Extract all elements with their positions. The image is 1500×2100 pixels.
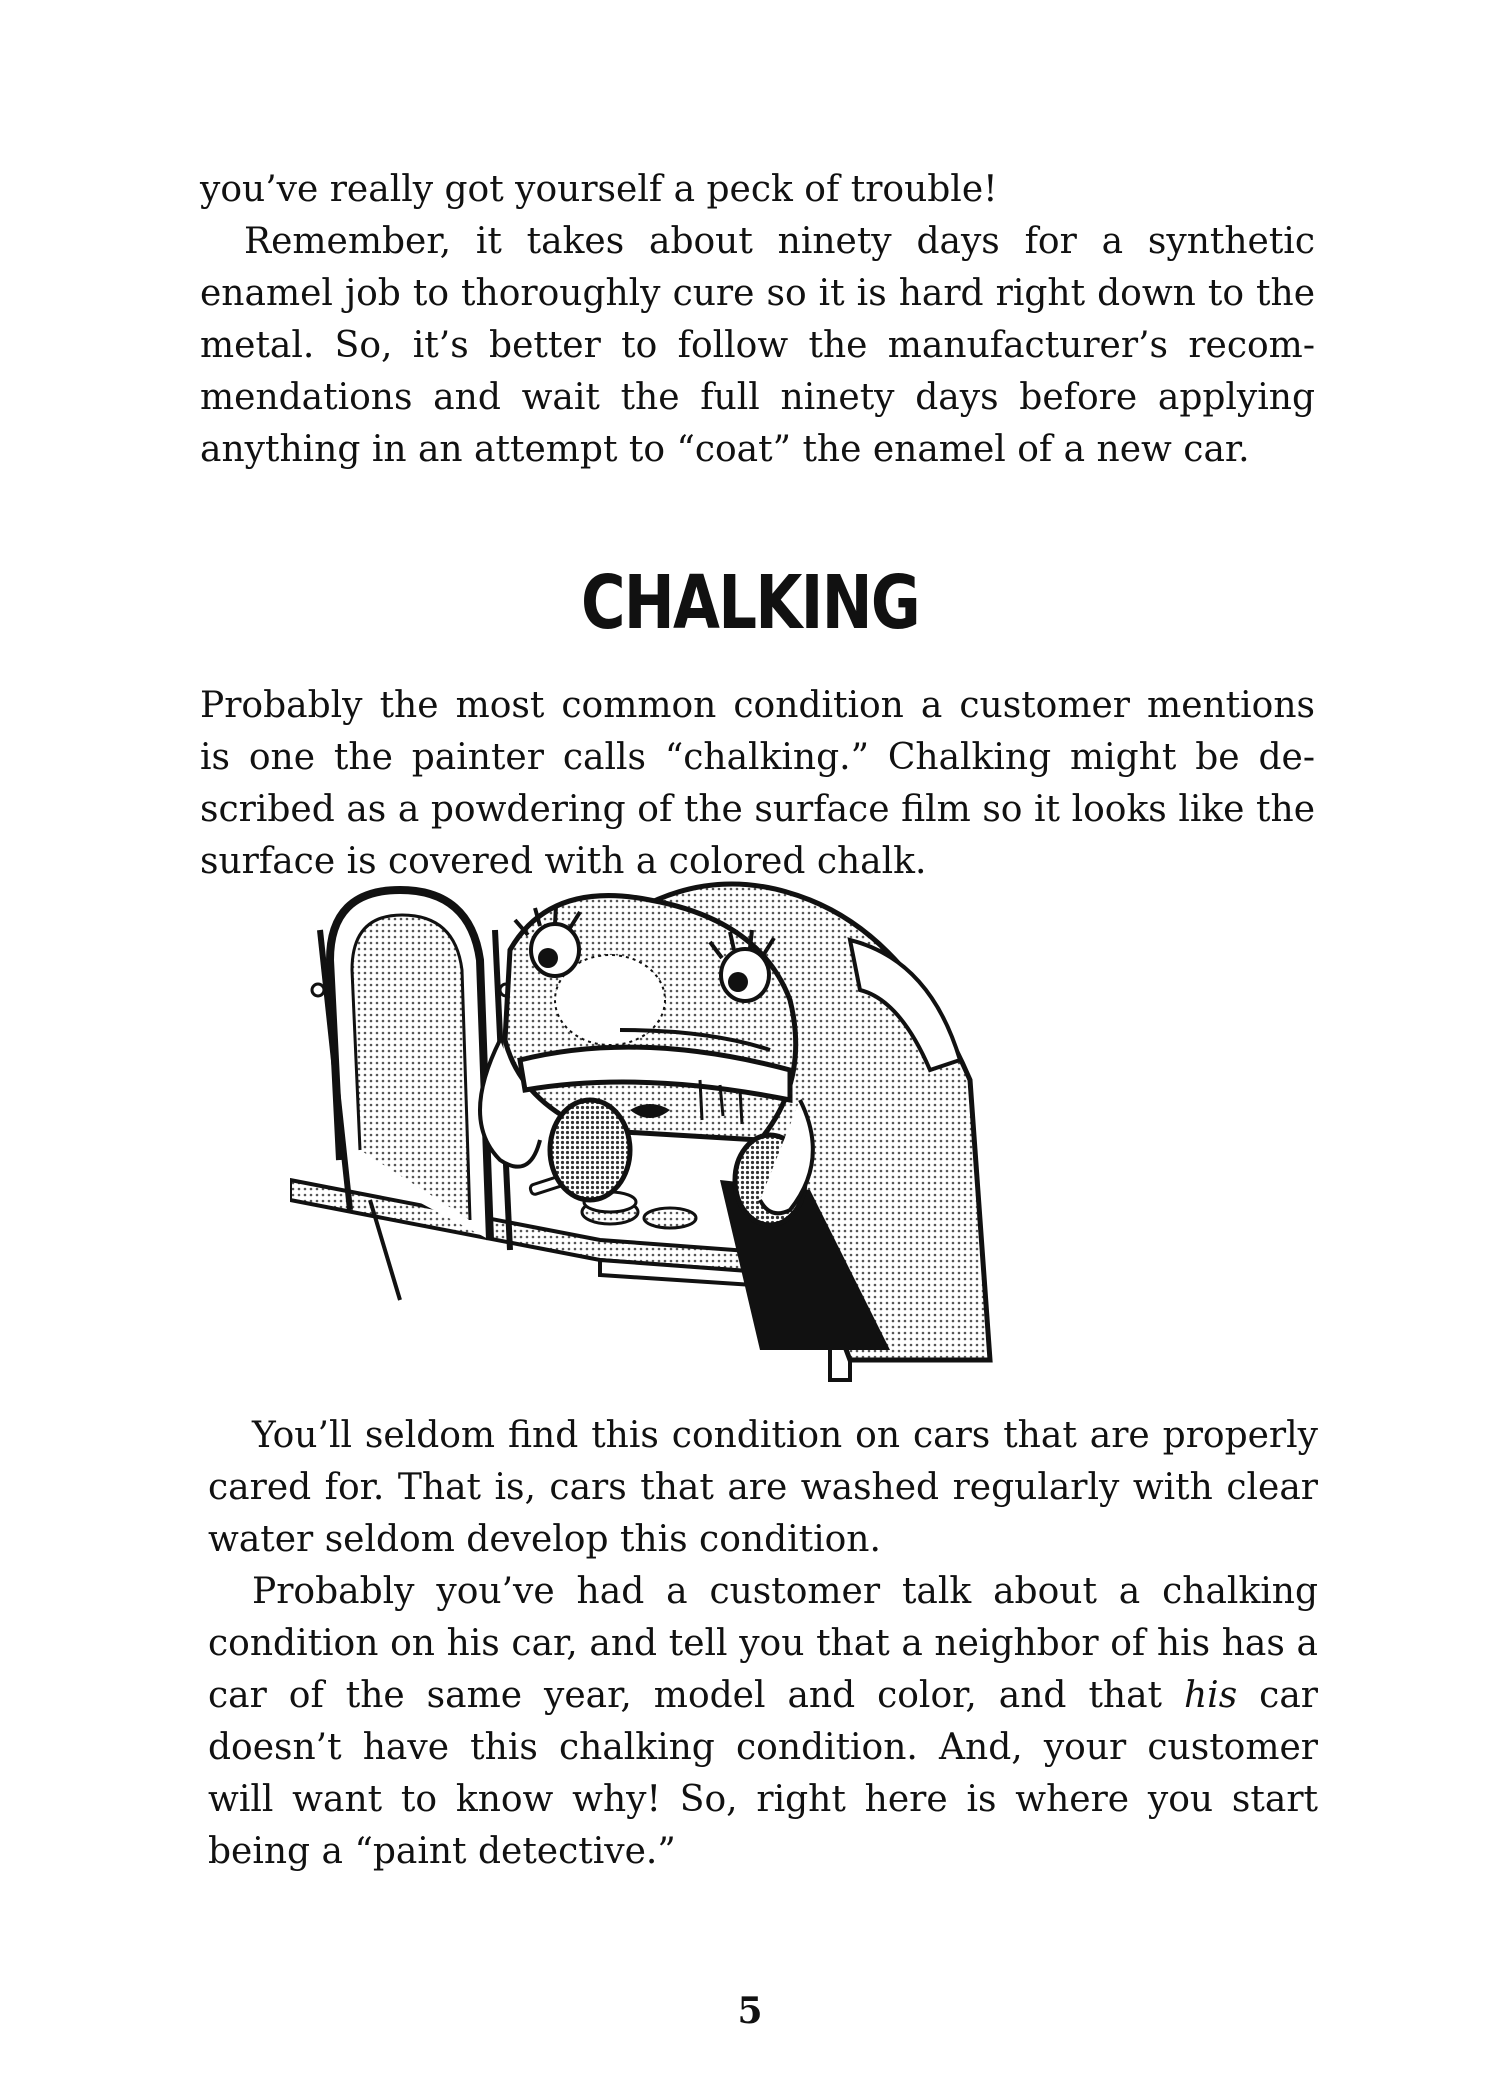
paragraph-trouble: you’ve really got yourself a peck of trouble! [200, 169, 998, 210]
paragraph-paint-detective [208, 1566, 1318, 1878]
paragraph-chalking-definition: Probably the most common condition a customer mentions is one the painter calls “chalking.” Chalking might be described as a powdering of the surface film so it looks like the surface is covered with a colored chalk. [200, 685, 1315, 882]
paragraph-proper-care: You’ll seldom find this condition on cars that are properly cared for. That is, cars that are washed regularly with clear water seldom develop this condition. [208, 1415, 1318, 1560]
emphasis-word: his [1184, 1675, 1238, 1716]
page-number: 5 [737, 1990, 763, 2032]
cartoon-car-icon [290, 880, 1190, 1400]
paragraph-enamel-cure: Remember, it takes about ninety days for a synthetic enamel job to thoroughly cure so it is hard right down to the metal. So, it’s better to follow the manufacturer’s recommendations and wait the full ninety days before applying anything in an attempt to “coat” the enamel of a new car. [200, 221, 1315, 470]
paragraph-text-start: Probably you’ve had a customer talk about a chalking condition on his car, and tell you that a neighbor of his has a car of the same year, model and color, and that [208, 1571, 1318, 1716]
section-heading: CHALKING [580, 560, 920, 646]
car-vanity-illustration [290, 880, 1190, 1400]
paragraph-text-end: car doesn’t have this chalking condition. And, your customer will want to know why! So, right here is where you start being a “paint detective.” [208, 1675, 1318, 1872]
